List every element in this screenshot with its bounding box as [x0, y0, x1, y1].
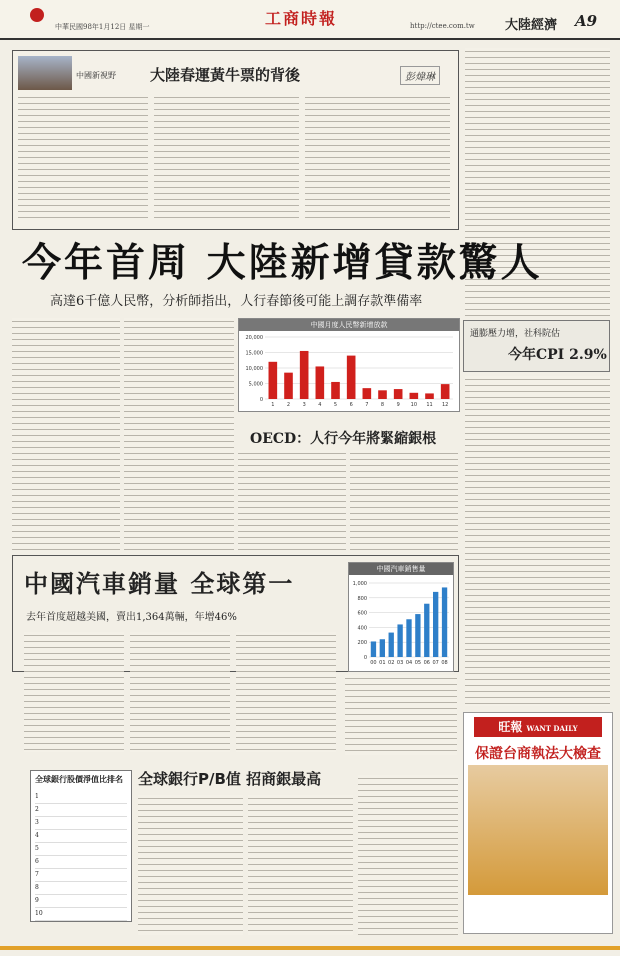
- x-tick-label: 11: [426, 402, 433, 408]
- bank-text-col-2: [248, 795, 353, 935]
- x-tick-label: 01: [379, 660, 386, 666]
- feature-author: 彭煒琳: [400, 66, 440, 85]
- x-tick-label: 8: [380, 402, 385, 408]
- table-row: 9: [35, 895, 127, 908]
- loan-chart-title: 中國月度人民幣新增放款: [239, 319, 459, 331]
- bar: [406, 619, 411, 657]
- page-number: A9: [575, 12, 598, 30]
- main-text-col-2: [124, 318, 234, 550]
- paper-logo-icon: [30, 8, 44, 22]
- bar: [394, 389, 403, 399]
- ad-brand: 旺報 WANT DAILY: [474, 717, 602, 737]
- x-tick-label: 08: [441, 660, 448, 666]
- x-tick-label: 1: [271, 402, 275, 408]
- bar: [284, 373, 293, 399]
- newspaper-name: 工商時報: [265, 9, 338, 28]
- bar: [425, 393, 434, 399]
- bar: [269, 362, 278, 399]
- bar: [380, 639, 385, 657]
- y-tick-label: 5,000: [248, 381, 263, 388]
- y-tick-label: 200: [357, 640, 367, 647]
- y-tick-label: 1,000: [352, 581, 367, 587]
- loan-chart-svg: [239, 331, 459, 411]
- table-row: 2: [35, 804, 127, 817]
- loan-chart: [238, 318, 460, 412]
- bank-table-rows: [35, 791, 127, 921]
- auto-subhead: 去年首度超越美國，賣出1,364萬輛，年增46%: [26, 612, 237, 623]
- main-subhead: 高達6千億人民幣，分析師指出，人行春節後可能上調存款準備率: [50, 294, 423, 309]
- feature-text-col-2: [154, 94, 299, 222]
- feature-text-col-3: [305, 94, 450, 222]
- bar: [424, 604, 429, 657]
- bank-table-title: 全球銀行股價淨值比排名: [35, 774, 123, 784]
- x-tick-label: 10: [410, 402, 418, 408]
- auto-text-col-3: [236, 632, 336, 752]
- oecd-headline: OECD：人行今年將緊縮銀根: [250, 431, 437, 447]
- ad-headline: 保證台商執法大檢查: [475, 746, 601, 762]
- auto-chart-svg: [349, 575, 453, 671]
- bar: [389, 633, 394, 657]
- table-row: 8: [35, 882, 127, 895]
- bar: [433, 592, 438, 657]
- x-tick-label: 7: [365, 402, 369, 408]
- cpi-kicker: 通膨壓力增，社科院估: [470, 329, 561, 339]
- bar: [397, 624, 402, 657]
- feature-thumbnail: [18, 56, 72, 90]
- section-name: 大陸經濟: [505, 18, 558, 33]
- y-tick-label: 0: [259, 397, 263, 403]
- auto-headline: 中國汽車銷量 全球第一: [24, 570, 295, 598]
- masthead: [0, 0, 620, 40]
- y-tick-label: 0: [363, 655, 367, 661]
- y-tick-label: 15,000: [245, 350, 263, 357]
- x-tick-label: 02: [388, 660, 395, 666]
- y-tick-label: 10,000: [245, 366, 263, 372]
- bar: [331, 382, 340, 399]
- table-row: 6: [35, 856, 127, 869]
- bar: [363, 388, 372, 399]
- bottom-rule: [0, 946, 620, 950]
- table-row: 4: [35, 830, 127, 843]
- paper-url: http://ctee.com.tw: [410, 22, 475, 30]
- date-line: 中華民國98年1月12日 星期一: [55, 23, 150, 31]
- bank-headline: 全球銀行P/B值 招商銀最高: [138, 770, 322, 788]
- y-tick-label: 400: [357, 625, 367, 632]
- y-tick-label: 600: [357, 610, 367, 617]
- y-tick-label: 20,000: [245, 335, 263, 341]
- bank-text-col-1: [138, 795, 243, 935]
- auto-text-col-1: [24, 632, 124, 752]
- table-row: 10: [35, 908, 127, 921]
- table-row: 7: [35, 869, 127, 882]
- bank-pb-table: [30, 770, 132, 922]
- bar: [300, 351, 309, 399]
- x-tick-label: 5: [333, 402, 338, 408]
- bar: [371, 641, 376, 657]
- x-tick-label: 6: [349, 402, 353, 408]
- x-tick-label: 2: [286, 402, 291, 408]
- want-daily-ad[interactable]: [463, 712, 613, 934]
- table-row: 5: [35, 843, 127, 856]
- x-tick-label: 00: [370, 660, 377, 666]
- main-headline: 今年首周 大陸新增貸款驚人: [22, 241, 543, 286]
- bar: [441, 384, 450, 399]
- x-tick-label: 06: [423, 660, 430, 666]
- cpi-text: [465, 376, 610, 706]
- feature-text-col-1: [18, 94, 148, 222]
- bar: [410, 393, 419, 399]
- x-tick-label: 07: [432, 660, 439, 666]
- auto-chart: [348, 562, 454, 672]
- main-text-col-4: [350, 450, 458, 550]
- auto-chart-title: 中國汽車銷售量: [349, 563, 453, 575]
- main-text-col-3: [238, 450, 346, 550]
- main-text-col-1: [12, 318, 120, 550]
- x-tick-label: 4: [318, 402, 322, 408]
- feature-kicker: 中國新視野: [76, 71, 116, 80]
- bar: [378, 390, 387, 399]
- table-row: 3: [35, 817, 127, 830]
- x-tick-label: 03: [396, 660, 404, 666]
- bank-text-col-3: [358, 775, 458, 935]
- auto-text-col-2: [130, 632, 230, 752]
- x-tick-label: 05: [414, 660, 422, 666]
- x-tick-label: 9: [396, 402, 400, 408]
- y-tick-label: 800: [357, 595, 367, 602]
- cpi-title: 今年CPI 2.9%: [508, 347, 607, 363]
- ad-tiger-image: [468, 765, 608, 895]
- bar: [347, 356, 356, 399]
- x-tick-label: 12: [441, 402, 449, 408]
- x-tick-label: 3: [302, 402, 306, 408]
- auto-text-col-4: [345, 675, 457, 755]
- feature-title: 大陸春運黃牛票的背後: [150, 66, 301, 84]
- bar: [316, 366, 325, 399]
- table-row: 1: [35, 791, 127, 804]
- bar: [442, 587, 447, 657]
- bar: [415, 614, 420, 657]
- x-tick-label: 04: [405, 660, 413, 666]
